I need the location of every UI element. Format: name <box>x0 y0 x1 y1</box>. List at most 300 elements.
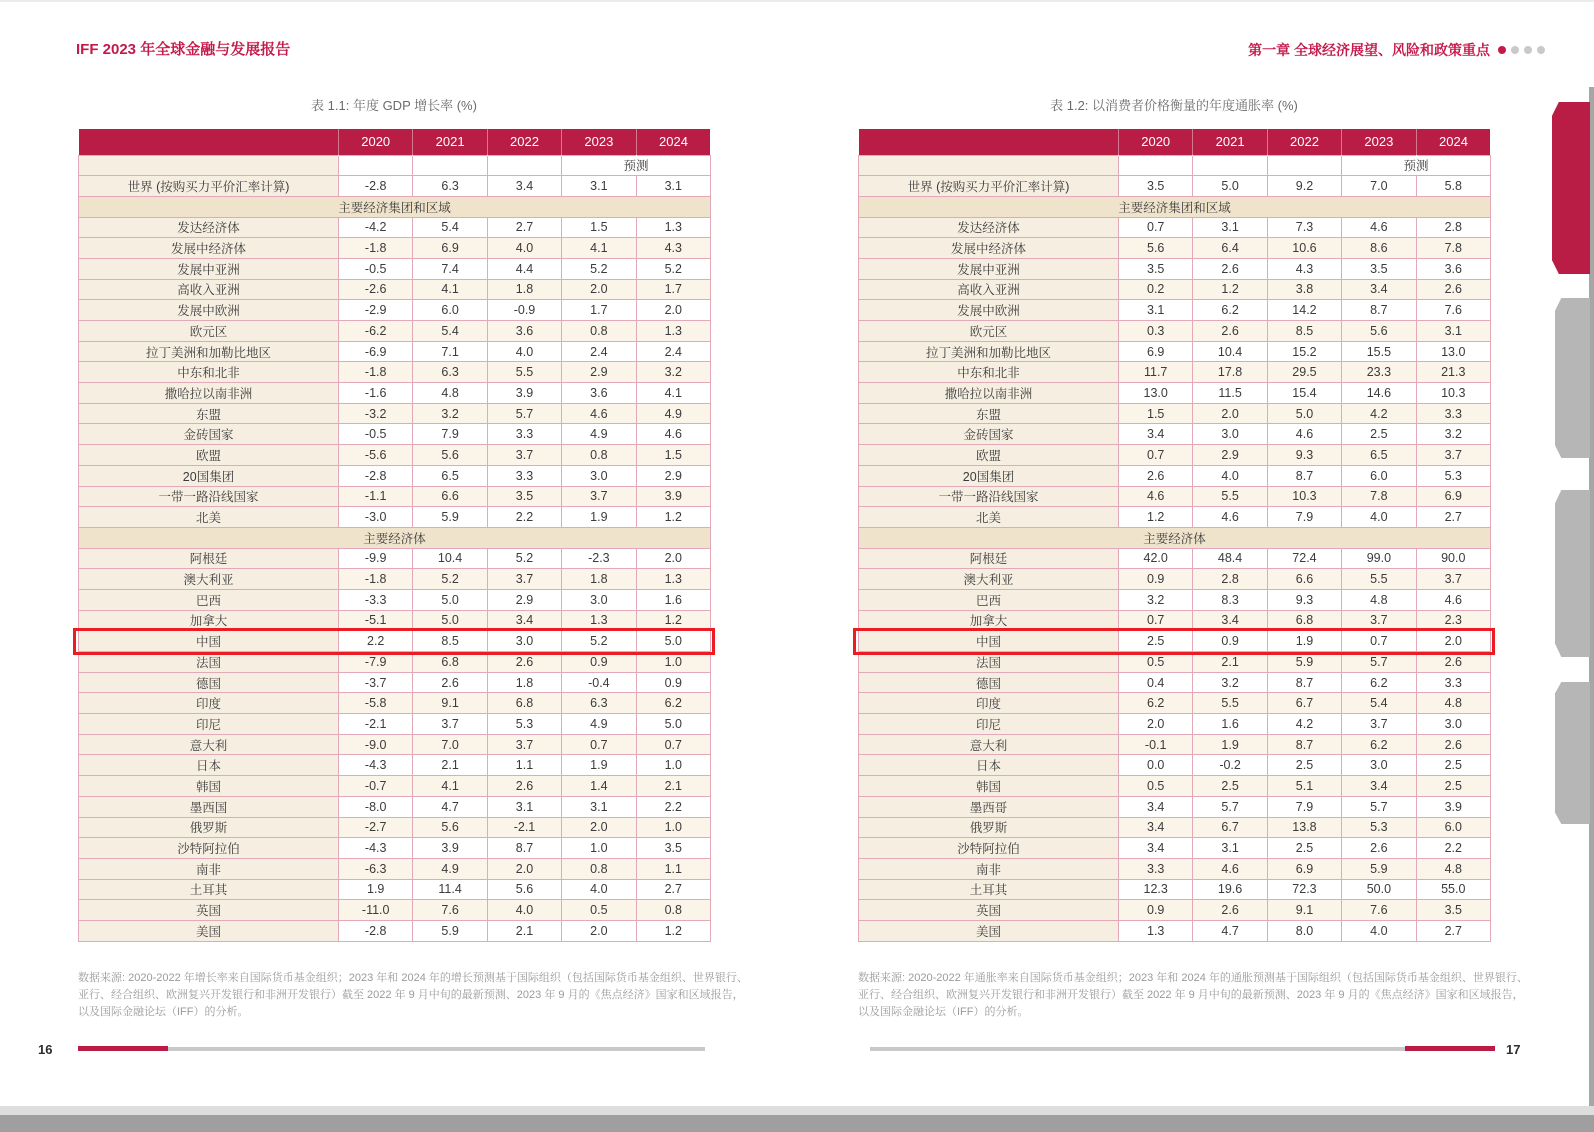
row-label: 美国 <box>859 920 1119 941</box>
value-cell: 8.0 <box>1267 920 1341 941</box>
chapter-dot-icon <box>1511 46 1519 54</box>
year-header: 2021 <box>1193 129 1267 155</box>
table2-title: 表 1.2: 以消费者价格衡量的年度通胀率 (%) <box>1050 98 1298 113</box>
value-cell: 4.8 <box>1416 693 1490 714</box>
value-cell: -2.9 <box>339 300 413 321</box>
section-label: 主要经济集团和区域 <box>859 196 1491 217</box>
value-cell: 4.1 <box>413 776 487 797</box>
value-cell: 4.6 <box>562 403 636 424</box>
forecast-row <box>859 155 1491 176</box>
chapter-title: 第一章 全球经济展望、风险和政策重点 <box>1248 42 1490 58</box>
row-label: 20国集团 <box>79 465 339 486</box>
value-cell: 19.6 <box>1193 879 1267 900</box>
value-cell: 2.8 <box>1193 569 1267 590</box>
table-row <box>859 817 1491 838</box>
value-cell: 0.8 <box>636 900 710 921</box>
chapter-dots <box>1498 46 1545 54</box>
year-header: 2020 <box>339 129 413 155</box>
value-cell: 3.1 <box>1119 300 1193 321</box>
china-row <box>79 631 711 652</box>
value-cell: 7.4 <box>413 258 487 279</box>
value-cell: -0.7 <box>339 776 413 797</box>
value-cell: 1.3 <box>636 569 710 590</box>
table-row <box>859 362 1491 383</box>
value-cell: 6.3 <box>562 693 636 714</box>
value-cell: 4.6 <box>1193 507 1267 528</box>
value-cell: 0.8 <box>562 321 636 342</box>
value-cell: 0.5 <box>562 900 636 921</box>
value-cell: 1.9 <box>1193 734 1267 755</box>
value-cell: 0.9 <box>636 672 710 693</box>
value-cell: 9.1 <box>1267 900 1341 921</box>
value-cell: -3.3 <box>339 589 413 610</box>
value-cell: -2.8 <box>339 176 413 197</box>
row-label: 意大利 <box>859 734 1119 755</box>
row-label: 意大利 <box>79 734 339 755</box>
value-cell: -1.8 <box>339 569 413 590</box>
forecast-label: 预测 <box>1342 155 1491 176</box>
value-cell: 2.0 <box>562 920 636 941</box>
table-row <box>79 300 711 321</box>
value-cell: 2.0 <box>1119 714 1193 735</box>
value-cell: 0.8 <box>562 858 636 879</box>
value-cell: -0.5 <box>339 424 413 445</box>
value-cell: 3.4 <box>1119 796 1193 817</box>
value-cell: 99.0 <box>1342 548 1416 569</box>
value-cell: -3.7 <box>339 672 413 693</box>
value-cell: 1.0 <box>636 652 710 673</box>
value-cell: 29.5 <box>1267 362 1341 383</box>
value-cell: 13.0 <box>1416 341 1490 362</box>
value-cell: 5.0 <box>636 631 710 652</box>
table-row <box>79 217 711 238</box>
section-label: 主要经济集团和区域 <box>79 196 711 217</box>
year-header: 2020 <box>1119 129 1193 155</box>
value-cell: 3.6 <box>487 321 561 342</box>
row-label: 印尼 <box>859 714 1119 735</box>
value-cell: 2.6 <box>413 672 487 693</box>
value-cell: -6.3 <box>339 858 413 879</box>
value-cell: 4.6 <box>1342 217 1416 238</box>
row-label: 韩国 <box>859 776 1119 797</box>
value-cell: 2.0 <box>1193 403 1267 424</box>
row-label: 一带一路沿线国家 <box>79 486 339 507</box>
bookmark-tab-active <box>1552 102 1590 274</box>
value-cell: 5.5 <box>1193 486 1267 507</box>
value-cell: 1.1 <box>636 858 710 879</box>
value-cell: -2.8 <box>339 465 413 486</box>
value-cell: -4.3 <box>339 838 413 859</box>
value-cell: 13.8 <box>1267 817 1341 838</box>
value-cell: 8.3 <box>1193 589 1267 610</box>
value-cell: -8.0 <box>339 796 413 817</box>
value-cell: 3.5 <box>1119 176 1193 197</box>
value-cell: 6.9 <box>1267 858 1341 879</box>
value-cell: -2.6 <box>339 279 413 300</box>
value-cell: 2.1 <box>487 920 561 941</box>
value-cell: 7.8 <box>1342 486 1416 507</box>
table1-footnote <box>78 970 748 1021</box>
value-cell: 10.4 <box>1193 341 1267 362</box>
value-cell: 2.5 <box>1267 755 1341 776</box>
value-cell: 1.7 <box>636 279 710 300</box>
value-cell: 1.3 <box>562 610 636 631</box>
value-cell: -1.6 <box>339 383 413 404</box>
section-label: 主要经济体 <box>79 527 711 548</box>
value-cell: 5.3 <box>1416 465 1490 486</box>
value-cell: 3.3 <box>487 465 561 486</box>
table-row <box>859 403 1491 424</box>
row-label: 欧盟 <box>79 445 339 466</box>
value-cell: 4.9 <box>562 424 636 445</box>
value-cell: 1.8 <box>487 672 561 693</box>
value-cell: 7.1 <box>413 341 487 362</box>
value-cell: 4.1 <box>413 279 487 300</box>
row-label: 发展中经济体 <box>859 238 1119 259</box>
value-cell: 6.7 <box>1193 817 1267 838</box>
row-label: 撒哈拉以南非洲 <box>859 383 1119 404</box>
value-cell: 2.4 <box>636 341 710 362</box>
footnote-line: 数据来源: 2020-2022 年通胀率来自国际货币基金组织；2023 年和 2024 年的通胀预测基于国际组织（包括国际货币基金组织、世界银行、 <box>858 972 1528 984</box>
value-cell: 3.7 <box>487 445 561 466</box>
value-cell: -2.1 <box>487 817 561 838</box>
value-cell: 3.5 <box>1119 258 1193 279</box>
footer-bar-red-segment <box>1405 1046 1495 1051</box>
table-row <box>859 796 1491 817</box>
value-cell: 3.1 <box>636 176 710 197</box>
value-cell: 1.2 <box>1193 279 1267 300</box>
value-cell: 2.0 <box>636 548 710 569</box>
value-cell: 6.2 <box>636 693 710 714</box>
section-row <box>859 527 1491 548</box>
value-cell: 1.5 <box>562 217 636 238</box>
value-cell: 5.2 <box>636 258 710 279</box>
table-row <box>859 900 1491 921</box>
value-cell: 2.6 <box>1193 258 1267 279</box>
value-cell: 1.7 <box>562 300 636 321</box>
row-label: 阿根廷 <box>79 548 339 569</box>
value-cell: 3.1 <box>1193 217 1267 238</box>
row-label: 英国 <box>79 900 339 921</box>
row-label: 中国 <box>859 631 1119 652</box>
value-cell: -3.2 <box>339 403 413 424</box>
page-bottom-edge-light <box>0 1106 1594 1115</box>
value-cell: 4.0 <box>487 341 561 362</box>
value-cell: 3.4 <box>487 610 561 631</box>
table-row <box>859 879 1491 900</box>
table-row <box>859 693 1491 714</box>
value-cell: 3.3 <box>1119 858 1193 879</box>
value-cell: 3.7 <box>487 734 561 755</box>
table-row <box>79 796 711 817</box>
value-cell: 14.6 <box>1342 383 1416 404</box>
value-cell: 2.0 <box>562 279 636 300</box>
value-cell: 3.2 <box>1193 672 1267 693</box>
table-row <box>859 838 1491 859</box>
table-row <box>79 879 711 900</box>
value-cell: 3.1 <box>1416 321 1490 342</box>
value-cell: -6.9 <box>339 341 413 362</box>
value-cell: 2.5 <box>1416 776 1490 797</box>
value-cell: 1.5 <box>636 445 710 466</box>
value-cell: 2.6 <box>1342 838 1416 859</box>
value-cell: 2.6 <box>1416 279 1490 300</box>
value-cell: -2.1 <box>339 714 413 735</box>
page-bottom-edge-dark <box>0 1115 1594 1132</box>
table-row <box>79 321 711 342</box>
value-cell: 4.8 <box>1416 858 1490 879</box>
gdp-growth-table-wrap <box>78 129 710 942</box>
value-cell: 5.4 <box>413 321 487 342</box>
year-header: 2023 <box>562 129 636 155</box>
value-cell: 9.2 <box>1267 176 1341 197</box>
row-label: 沙特阿拉伯 <box>859 838 1119 859</box>
value-cell: 3.4 <box>1119 817 1193 838</box>
value-cell: 2.5 <box>1416 755 1490 776</box>
corner-header <box>859 129 1119 155</box>
value-cell: 6.0 <box>1416 817 1490 838</box>
value-cell: 14.2 <box>1267 300 1341 321</box>
footer-bar-gray-segment <box>168 1047 705 1051</box>
value-cell: -2.8 <box>339 920 413 941</box>
value-cell: 3.0 <box>487 631 561 652</box>
value-cell: 21.3 <box>1416 362 1490 383</box>
table-row <box>859 341 1491 362</box>
value-cell <box>1193 155 1267 176</box>
table-row <box>79 238 711 259</box>
value-cell: 1.2 <box>636 920 710 941</box>
value-cell: 4.2 <box>1267 714 1341 735</box>
value-cell: 3.7 <box>487 569 561 590</box>
value-cell: -1.8 <box>339 238 413 259</box>
table-row <box>79 424 711 445</box>
value-cell: 5.9 <box>1267 652 1341 673</box>
value-cell: 6.0 <box>1342 465 1416 486</box>
footnote-line: 以及国际金融论坛（IFF）的分析。 <box>78 1006 249 1018</box>
value-cell: 2.5 <box>1193 776 1267 797</box>
value-cell: 6.3 <box>413 362 487 383</box>
value-cell: 72.3 <box>1267 879 1341 900</box>
row-label: 澳大利亚 <box>79 569 339 590</box>
value-cell: 7.6 <box>1342 900 1416 921</box>
table-row <box>79 693 711 714</box>
row-label: 俄罗斯 <box>79 817 339 838</box>
row-label: 印度 <box>79 693 339 714</box>
value-cell: 2.7 <box>487 217 561 238</box>
value-cell: 6.2 <box>1342 672 1416 693</box>
value-cell: 2.6 <box>487 652 561 673</box>
footer-bar-gray-segment <box>870 1047 1405 1051</box>
footer-bar-left <box>78 1046 705 1051</box>
row-label: 澳大利亚 <box>859 569 1119 590</box>
value-cell: 3.6 <box>1416 258 1490 279</box>
value-cell: 3.0 <box>1193 424 1267 445</box>
section-row <box>79 196 711 217</box>
row-label: 北美 <box>79 507 339 528</box>
value-cell: 6.6 <box>1267 569 1341 590</box>
value-cell: 2.8 <box>1416 217 1490 238</box>
row-label: 一带一路沿线国家 <box>859 486 1119 507</box>
row-label: 土耳其 <box>79 879 339 900</box>
value-cell: 5.7 <box>1193 796 1267 817</box>
row-label: 日本 <box>859 755 1119 776</box>
value-cell: 1.0 <box>562 838 636 859</box>
value-cell: 5.4 <box>1342 693 1416 714</box>
year-header: 2022 <box>1267 129 1341 155</box>
value-cell: 5.1 <box>1267 776 1341 797</box>
footer-bar-right <box>870 1046 1495 1051</box>
value-cell: 10.3 <box>1267 486 1341 507</box>
value-cell: 3.0 <box>562 465 636 486</box>
report-title: IFF 2023 年全球金融与发展报告 <box>76 41 291 58</box>
value-cell: 13.0 <box>1119 383 1193 404</box>
table-row <box>79 672 711 693</box>
row-label: 法国 <box>859 652 1119 673</box>
value-cell: 6.8 <box>487 693 561 714</box>
value-cell: 5.0 <box>1193 176 1267 197</box>
table-row <box>859 610 1491 631</box>
footnote-line: 亚行、经合组织、欧洲复兴开发银行和非洲开发银行）截至 2022 年 9 月中旬的最新预测、2023 年 9 月的《焦点经济》国家和区域报告， <box>858 989 1524 1001</box>
value-cell: 0.9 <box>562 652 636 673</box>
table-row <box>859 569 1491 590</box>
table-row <box>859 755 1491 776</box>
value-cell: 3.0 <box>1342 755 1416 776</box>
value-cell: 5.6 <box>1119 238 1193 259</box>
value-cell: 7.6 <box>1416 300 1490 321</box>
value-cell: 4.6 <box>636 424 710 445</box>
value-cell: 5.5 <box>1342 569 1416 590</box>
value-cell: 0.7 <box>562 734 636 755</box>
value-cell: 3.3 <box>1416 672 1490 693</box>
value-cell: 11.4 <box>413 879 487 900</box>
value-cell: 1.0 <box>636 817 710 838</box>
value-cell: 2.6 <box>1416 652 1490 673</box>
value-cell <box>413 155 487 176</box>
value-cell: -5.8 <box>339 693 413 714</box>
table-row <box>79 341 711 362</box>
value-cell: 2.6 <box>487 776 561 797</box>
row-label: 发达经济体 <box>859 217 1119 238</box>
value-cell: 3.3 <box>487 424 561 445</box>
value-cell: 4.8 <box>413 383 487 404</box>
value-cell: 2.0 <box>487 858 561 879</box>
value-cell: -0.2 <box>1193 755 1267 776</box>
value-cell: 3.1 <box>562 176 636 197</box>
value-cell: 3.7 <box>562 486 636 507</box>
value-cell: 4.0 <box>562 879 636 900</box>
value-cell: 5.3 <box>487 714 561 735</box>
row-label: 发展中欧洲 <box>859 300 1119 321</box>
value-cell: 3.2 <box>413 403 487 424</box>
row-label: 发展中亚洲 <box>859 258 1119 279</box>
value-cell: -2.3 <box>562 548 636 569</box>
row-label: 英国 <box>859 900 1119 921</box>
table-row <box>859 507 1491 528</box>
value-cell: 9.3 <box>1267 589 1341 610</box>
table-row <box>79 176 711 197</box>
value-cell: 2.9 <box>636 465 710 486</box>
chapter-dot-icon <box>1498 46 1506 54</box>
value-cell: 2.2 <box>636 796 710 817</box>
table-row <box>79 776 711 797</box>
bookmark-tab <box>1555 682 1590 824</box>
value-cell: 3.0 <box>562 589 636 610</box>
table-row <box>79 445 711 466</box>
value-cell: 9.3 <box>1267 445 1341 466</box>
value-cell: 6.9 <box>1416 486 1490 507</box>
chapter-dot-icon <box>1537 46 1545 54</box>
value-cell: 1.2 <box>636 507 710 528</box>
value-cell: 5.5 <box>1193 693 1267 714</box>
value-cell: 2.6 <box>1193 900 1267 921</box>
value-cell: 3.7 <box>1342 714 1416 735</box>
value-cell: 8.5 <box>1267 321 1341 342</box>
chapter-dot-icon <box>1524 46 1532 54</box>
table-row <box>79 920 711 941</box>
year-header: 2023 <box>1342 129 1416 155</box>
value-cell: 2.9 <box>562 362 636 383</box>
row-label: 欧盟 <box>859 445 1119 466</box>
value-cell: 5.3 <box>1342 817 1416 838</box>
value-cell: 3.2 <box>636 362 710 383</box>
value-cell: 3.7 <box>1342 610 1416 631</box>
value-cell: 0.9 <box>1193 631 1267 652</box>
value-cell: 4.6 <box>1267 424 1341 445</box>
value-cell: -7.9 <box>339 652 413 673</box>
value-cell: 5.9 <box>1342 858 1416 879</box>
row-label: 发展中欧洲 <box>79 300 339 321</box>
value-cell: 6.2 <box>1342 734 1416 755</box>
value-cell: 5.9 <box>413 920 487 941</box>
table-row <box>79 403 711 424</box>
table-row <box>859 714 1491 735</box>
table-row <box>79 817 711 838</box>
row-label: 拉丁美洲和加勒比地区 <box>859 341 1119 362</box>
value-cell: 72.4 <box>1267 548 1341 569</box>
table-row <box>859 445 1491 466</box>
row-label: 中东和北非 <box>79 362 339 383</box>
value-cell: 4.0 <box>1342 920 1416 941</box>
value-cell: -9.9 <box>339 548 413 569</box>
value-cell: 6.2 <box>1119 693 1193 714</box>
row-label: 发达经济体 <box>79 217 339 238</box>
page-number-right: 17 <box>1506 1042 1521 1057</box>
value-cell: 2.3 <box>1416 610 1490 631</box>
value-cell: 1.9 <box>1267 631 1341 652</box>
value-cell: 1.8 <box>487 279 561 300</box>
value-cell: 3.0 <box>1416 714 1490 735</box>
table-row <box>79 900 711 921</box>
row-label: 拉丁美洲和加勒比地区 <box>79 341 339 362</box>
value-cell: 1.8 <box>562 569 636 590</box>
table-row <box>859 258 1491 279</box>
value-cell: 3.8 <box>1267 279 1341 300</box>
value-cell: 2.2 <box>487 507 561 528</box>
value-cell: 3.4 <box>1342 279 1416 300</box>
value-cell: -0.4 <box>562 672 636 693</box>
value-cell: 3.5 <box>1416 900 1490 921</box>
footnote-line: 以及国际金融论坛（IFF）的分析。 <box>858 1006 1029 1018</box>
value-cell: 5.7 <box>1342 796 1416 817</box>
table-row <box>79 652 711 673</box>
row-label: 加拿大 <box>859 610 1119 631</box>
value-cell: 9.1 <box>413 693 487 714</box>
value-cell: 7.9 <box>413 424 487 445</box>
value-cell: -5.6 <box>339 445 413 466</box>
value-cell: 5.8 <box>1416 176 1490 197</box>
row-label: 发展中亚洲 <box>79 258 339 279</box>
value-cell: 42.0 <box>1119 548 1193 569</box>
